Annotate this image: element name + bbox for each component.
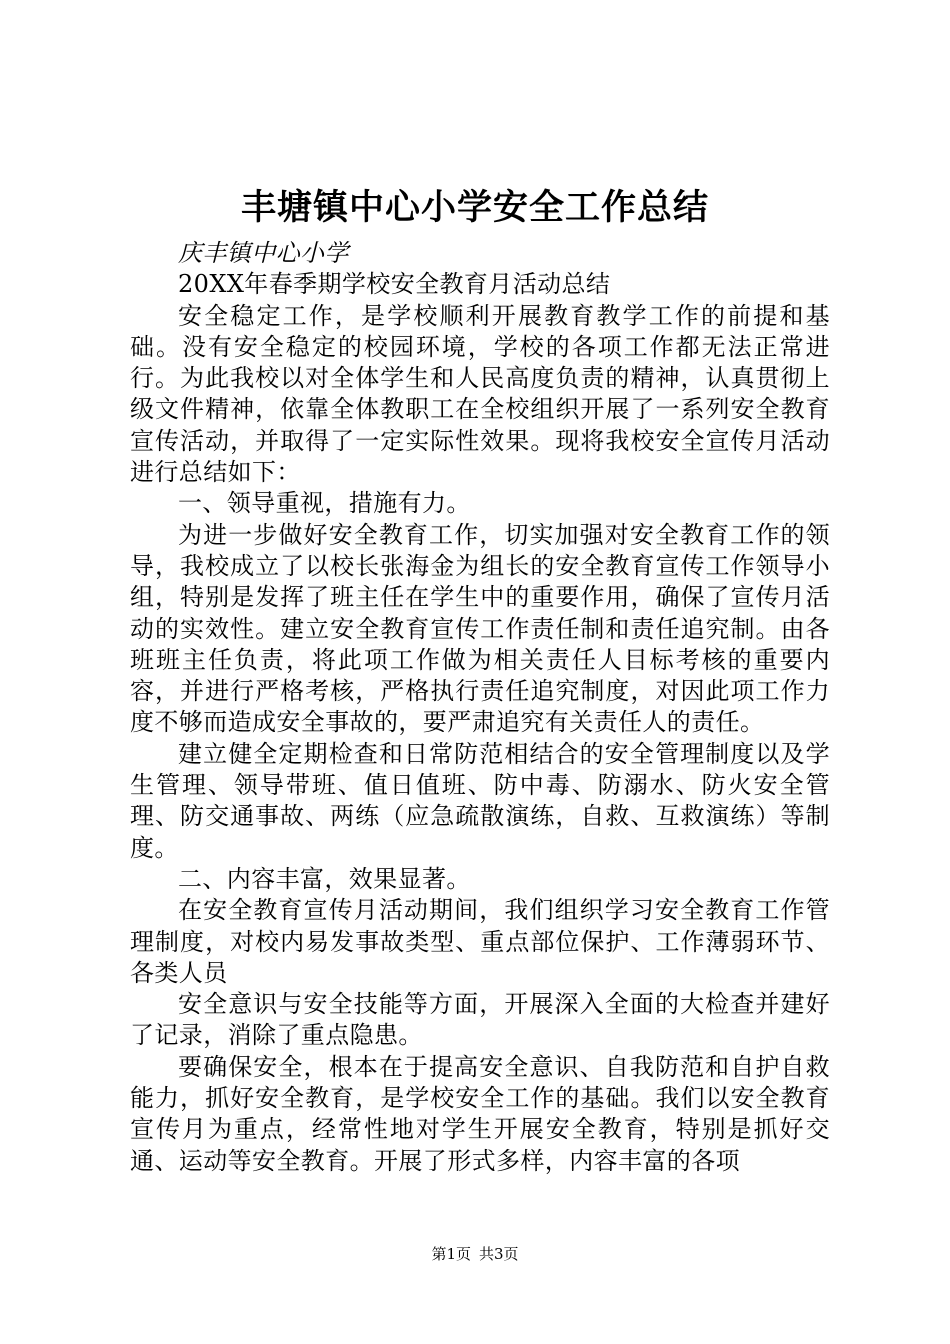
page-total: 共3页 [479,1245,519,1263]
paragraph-school-name: 庆丰镇中心小学 [178,239,349,267]
document-body [130,238,830,1177]
paragraph-intro: 安全稳定工作，是学校顺利开展教育教学工作的前提和基础。没有安全稳定的校园环境，学校的各项工作都无法正常进行。为此我校以对全体学生和人民高度负责的精神，认真贯彻上级文件精神，依靠全体教职工在全校组织开展了一系列安全教育宣传活动，并取得了一定实际性效果。现将我校安全宣传月活动进行总结如下： [130,301,830,487]
page-number: 第1页 [431,1245,471,1263]
paragraph-systems: 建立健全定期检查和日常防范相结合的安全管理制度以及学生管理、领导带班、值日值班、防中毒、防溺水、防火安全管理、防交通事故、两练（应急疏散演练，自救、互救演练）等制度。 [130,739,830,862]
paragraph-inspection: 安全意识与安全技能等方面，开展深入全面的大检查并建好了记录，消除了重点隐患。 [130,990,830,1050]
section-heading-leadership: 一、领导重视，措施有力。 [178,489,471,518]
paragraph-leadership: 为进一步做好安全教育工作，切实加强对安全教育工作的领导，我校成立了以校长张海金为组长的安全教育宣传工作领导小组，特别是发挥了班主任在学生中的重要作用，确保了宣传月活动的实效性。建立安全教育宣传工作责任制和责任追究制。由各班班主任负责，将此项工作做为相关责任人目标考核的重要内容，并进行严格考核，严格执行责任追究制度，对因此项工作力度不够而造成安全事故的，要严肃追究有关责任人的责任。 [130,520,830,737]
paragraph-education: 要确保安全，根本在于提高安全意识、自我防范和自护自救能力，抓好安全教育，是学校安全工作的基础。我们以安全教育宣传月为重点，经常性地对学生开展安全教育，特别是抓好交通、运动等安全教育。开展了形式多样，内容丰富的各项 [130,1052,830,1175]
section-heading-content: 二、内容丰富，效果显著。 [178,864,471,893]
page-footer [0,1244,950,1264]
paragraph-activities: 在安全教育宣传月活动期间，我们组织学习安全教育工作管理制度，对校内易发事故类型、重点部位保护、工作薄弱环节、各类人员 [130,896,830,987]
document-title: 丰塘镇中心小学安全工作总结 [240,187,709,228]
paragraph-subtitle: 20XX年春季期学校安全教育月活动总结 [178,270,611,299]
